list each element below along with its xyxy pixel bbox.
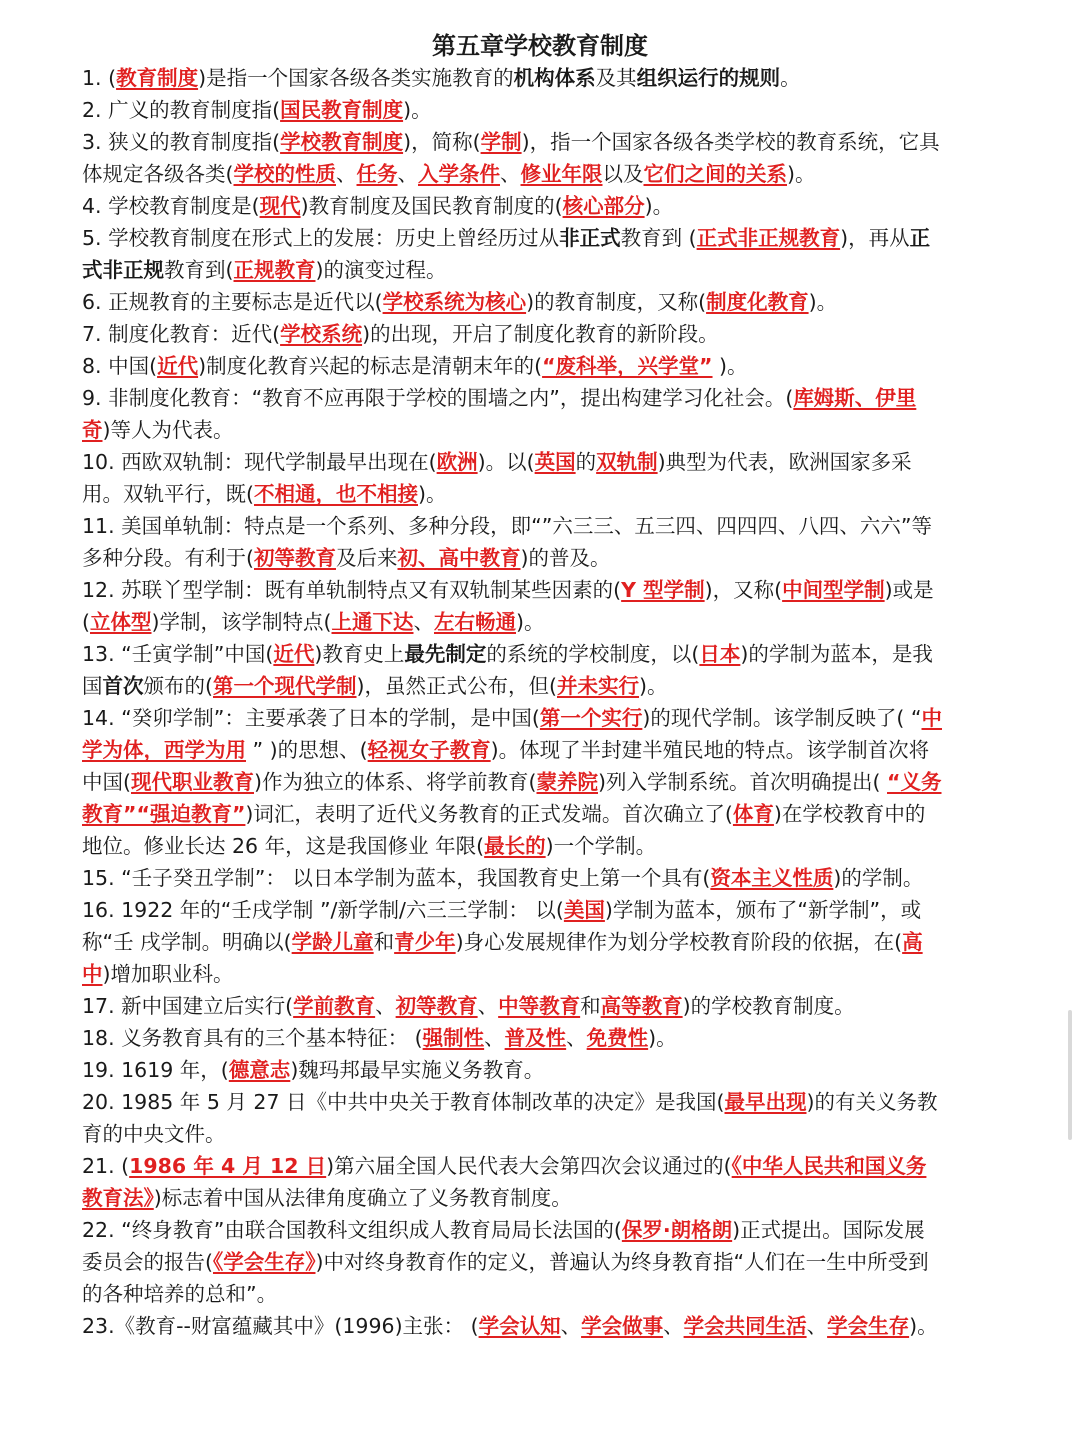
list-item [82,862,944,894]
answer-highlight: 青少年 [394,930,456,954]
answer-highlight: 体育 [732,802,774,826]
text-segment: 及后来 [336,546,398,570]
text-segment: )，指一个国家各级各类学校的教育系统，它具体规定各级各类( [82,130,940,186]
answer-highlight: 《学会生存》 [213,1250,316,1274]
answer-highlight: “废科举，兴学堂” [542,354,713,378]
text-segment: )。 [516,610,545,634]
text-segment: )一个学制。 [545,834,657,858]
text-segment: )的普及。 [520,546,611,570]
answer-highlight: 国民教育制度 [280,98,404,122]
answer-highlight: 学制 [480,130,522,154]
answer-highlight: 初等教育 [395,994,478,1018]
text-segment: 、 [560,1314,582,1338]
list-item [82,1150,944,1214]
answer-highlight: 它们之间的关系 [643,162,787,186]
text-segment: )词汇，表明了近代义务教育的正式发端。首次确立了( [245,802,733,826]
answer-highlight: 修业年限 [520,162,603,186]
text-segment: 20. 1985 年 5 月 27 日《中共中央关于教育体制改革的决定》是我国( [82,1090,725,1114]
list-item [82,638,944,702]
answer-highlight: 高中 [82,930,923,986]
text-segment: )。 [712,354,748,378]
answer-highlight: 正规教育 [233,258,316,282]
text-segment: 11. 美国单轨制：特点是一个系列、多种分段，即“”六三三、五三四、四四四、八四、六六”等多种分段。有利于( [82,514,932,570]
bold-term: 正式非正规 [82,226,931,282]
answer-highlight: 学会生存 [827,1314,910,1338]
text-segment: 2. 广义的教育制度指( [82,98,281,122]
answer-highlight: 学会做事 [581,1314,664,1338]
text-segment: 12. 苏联丫型学制：既有单轨制特点又有双轨制某些因素的( [82,578,622,602]
list-item [82,62,944,94]
answer-highlight: 学校系统为核心 [382,290,527,314]
text-segment: )或是( [82,578,934,634]
text-segment: )。 [909,1314,938,1338]
text-segment: 1. ( [82,66,117,90]
text-segment: 21. ( [82,1154,130,1178]
answer-highlight: 学龄儿童 [291,930,374,954]
text-segment: 23.《教育--财富蕴藏其中》(1996)主张： ( [82,1314,479,1338]
text-segment: )。 [418,482,447,506]
text-segment: )学制，该学制特点( [151,610,332,634]
text-segment: 、 [397,162,418,186]
text-segment: 18. 义务教育具有的三个基本特征： ( [82,1026,423,1050]
text-segment: 3. 狭义的教育制度指( [82,130,281,154]
answer-highlight: 现代 [259,194,301,218]
answer-highlight: 初、高中教育 [397,546,521,570]
text-segment: )。以( [477,450,535,474]
text-segment: )。体现了半封建半殖民地的特点。该学制首次将中国( [82,738,930,794]
list-item [82,318,944,350]
text-segment: 、 [413,610,434,634]
text-segment: )的现代学制。该学制反映了( “ [642,706,922,730]
answer-highlight: 制度化教育 [706,290,809,314]
list-item [82,126,944,190]
answer-highlight: 正式非正规教育 [696,226,841,250]
list-item [82,1086,944,1150]
answer-highlight: 中学为体，西学为用 [82,706,942,762]
answer-highlight: 蒙养院 [536,770,598,794]
answer-highlight: 学校系统 [280,322,363,346]
text-segment: 22. “终身教育”由联合国教科文组织成人教育局局长法国的( [82,1218,622,1242]
text-segment: )增加职业科。 [102,962,234,986]
text-segment: )的学校教育制度。 [682,994,855,1018]
text-segment: )学制为蓝本，颁布了“新学制”，或称“壬 戌学制。明确以( [82,898,922,954]
text-segment: )。 [808,290,838,314]
answer-highlight: 保罗·朗格朗 [621,1218,733,1242]
answer-highlight: 轻视女子教育 [367,738,491,762]
text-segment: )中对终身教育作的定义，普遍认为终身教育指“人们在一生中所受到的各种培养的总和”。 [82,1250,929,1306]
text-segment: )的教育制度，又称( [526,290,707,314]
text-segment: 16. 1922 年的“壬戌学制 ”/新学制/六三三学制： 以( [82,898,564,922]
text-segment: 的系统的学校制度，以( [486,642,700,666]
answer-highlight: 学校的性质 [233,162,336,186]
text-segment: )是指一个国家各级各类实施教育的 [198,66,514,90]
text-segment: )魏玛邦最早实施义务教育。 [290,1058,545,1082]
text-segment: )的有关义务教育的中央文件。 [82,1090,938,1146]
answer-highlight: 英国 [534,450,576,474]
answer-highlight: Y 型学制 [621,578,705,602]
text-segment: )的出现，开启了制度化教育的新阶段。 [362,322,719,346]
text-segment: )。 [639,674,668,698]
answer-highlight: 德意志 [228,1058,291,1082]
bold-term: 首次 [102,674,144,698]
list-item [82,574,944,638]
bold-term: 组织运行的规则 [636,66,781,90]
text-segment: 19. 1619 年，( [82,1058,229,1082]
list-item [82,286,944,318]
text-segment: 、 [477,994,499,1018]
list-item [82,382,944,446]
answer-highlight: 普及性 [504,1026,567,1050]
text-segment: )的演变过程。 [315,258,447,282]
text-segment: 、 [566,1026,587,1050]
text-segment: 6. 正规教育的主要标志是近代以( [82,290,383,314]
answer-highlight: 任务 [356,162,398,186]
list-item [82,894,944,990]
text-segment: )教育史上 [314,642,405,666]
answer-highlight: 上通下达 [331,610,414,634]
answer-highlight: 第一个实行 [539,706,643,730]
list-item [82,190,944,222]
text-segment: 、 [484,1026,505,1050]
text-segment: 和 [580,994,601,1018]
answer-highlight: 资本主义性质 [710,866,834,890]
answer-highlight: 美国 [563,898,605,922]
answer-highlight: 强制性 [422,1026,485,1050]
answer-highlight: 最早出现 [724,1090,807,1114]
text-segment: )，又称( [704,578,783,602]
answer-highlight: 免费性 [586,1026,649,1050]
answer-highlight: 双轨制 [596,450,658,474]
text-segment: 17. 新中国建立后实行( [82,994,294,1018]
text-segment: )标志着中国从法律角度确立了义务教育制度。 [153,1186,572,1210]
text-segment: 及其 [595,66,637,90]
text-segment: )，简称( [403,130,481,154]
answer-highlight: 学前教育 [293,994,376,1018]
text-segment: )制度化教育兴起的标志是清朝末年的( [198,354,543,378]
answer-highlight: 库姆斯、伊里奇 [82,386,917,442]
text-segment: )的学制为蓝本，是我国 [82,642,933,698]
text-segment: 教育到( [164,258,234,282]
text-segment: )。 [648,1026,677,1050]
answer-highlight: 1986 年 4 月 12 日 [129,1154,327,1178]
text-segment: )第六届全国人民代表大会第四次会议通过的( [326,1154,732,1178]
text-segment: 和 [373,930,395,954]
answer-highlight: “义务教育”“强迫教育” [82,770,942,826]
text-segment: 10. 西欧双轨制：现代学制最早出现在( [82,450,437,474]
page-title: 第五章学校教育制度 [432,32,648,60]
text-segment: )作为独立的体系、将学前教育( [254,770,537,794]
list-item [82,94,944,126]
text-segment: 、 [806,1314,828,1338]
answer-highlight: 中间型学制 [782,578,885,602]
bold-term: 最先制定 [404,642,487,666]
list-item [82,222,944,286]
text-segment: )的学制。 [833,866,924,890]
text-segment: )列入学制系统。首次明确提出( [598,770,888,794]
text-segment: 9. 非制度化教育：“教育不应再限于学校的围墙之内”，提出构建学习化社会。( [82,386,794,410]
text-segment: 。 [780,66,801,90]
answer-highlight: 立体型 [90,610,152,634]
text-segment: )身心发展规律作为划分学校教育阶段的依据，在( [455,930,903,954]
list-item [82,1054,944,1086]
answer-highlight: 欧洲 [436,450,478,474]
answer-highlight: 核心部分 [562,194,645,218]
text-segment: )在学校教育中的地位。修业长达 26 年，这是我国修业 年限( [82,802,926,858]
text-segment: 、 [375,994,396,1018]
answer-highlight: 高等教育 [600,994,683,1018]
answer-highlight: 《中华人民共和国义务教育法》 [82,1154,927,1210]
text-segment: 、 [336,162,357,186]
list-item [82,702,944,862]
text-segment: 14. “癸卯学制”：主要承袭了日本的学制，是中国( [82,706,540,730]
bold-term: 非正式 [559,226,621,250]
text-segment: 的 [575,450,597,474]
scrollbar[interactable] [1068,1010,1072,1140]
text-segment: )，虽然正式公布，但( [356,674,557,698]
answer-highlight: 学会认知 [478,1314,561,1338]
text-segment: )教育制度及国民教育制度的( [300,194,563,218]
answer-highlight: 不相通，也不相接 [254,482,418,506]
text-segment: 以及 [602,162,644,186]
list-item [82,446,944,510]
answer-highlight: 并未实行 [557,674,639,698]
answer-highlight: 入学条件 [418,162,500,186]
text-segment: 13. “壬寅学制”中国( [82,642,274,666]
text-segment: )。 [644,194,674,218]
text-segment: 、 [500,162,521,186]
list-item [82,990,944,1022]
text-segment: )。 [403,98,432,122]
note-list [82,62,944,1342]
text-segment: )，再从 [840,226,910,250]
text-segment: 5. 学校教育制度在形式上的发展：历史上曾经历过从 [82,226,560,250]
list-item [82,1214,944,1310]
answer-highlight: 最长的 [484,834,546,858]
text-segment: 、 [663,1314,684,1338]
text-segment: )典型为代表，欧洲国家多采用。双轨平行，既( [82,450,912,506]
text-segment: 颁布的( [143,674,213,698]
list-item [82,350,944,382]
text-segment: )等人为代表。 [102,418,234,442]
text-segment: )正式提出。国际发展委员会的报告( [82,1218,925,1274]
text-segment: 8. 中国( [82,354,158,378]
text-segment: 教育到 ( [620,226,697,250]
list-item [82,1310,944,1342]
answer-highlight: 左右畅通 [434,610,516,634]
answer-highlight: 学会共同生活 [683,1314,807,1338]
answer-highlight: 近代 [157,354,199,378]
text-segment: 7. 制度化教育：近代( [82,322,281,346]
answer-highlight: 初等教育 [254,546,336,570]
answer-highlight: 现代职业教育 [131,770,254,794]
list-item [82,510,944,574]
text-segment: 4. 学校教育制度是( [82,194,260,218]
answer-highlight: 第一个现代学制 [213,674,357,698]
bold-term: 机构体系 [513,66,596,90]
answer-highlight: 学校教育制度 [280,130,404,154]
answer-highlight: 日本 [699,642,741,666]
text-segment: 15. “壬子癸丑学制”： 以日本学制为蓝本，我国教育史上第一个具有( [82,866,711,890]
answer-highlight: 近代 [273,642,315,666]
text-segment: )。 [787,162,816,186]
answer-highlight: 教育制度 [116,66,199,90]
text-segment: ” )的思想、( [246,738,368,762]
answer-highlight: 中等教育 [498,994,581,1018]
list-item [82,1022,944,1054]
